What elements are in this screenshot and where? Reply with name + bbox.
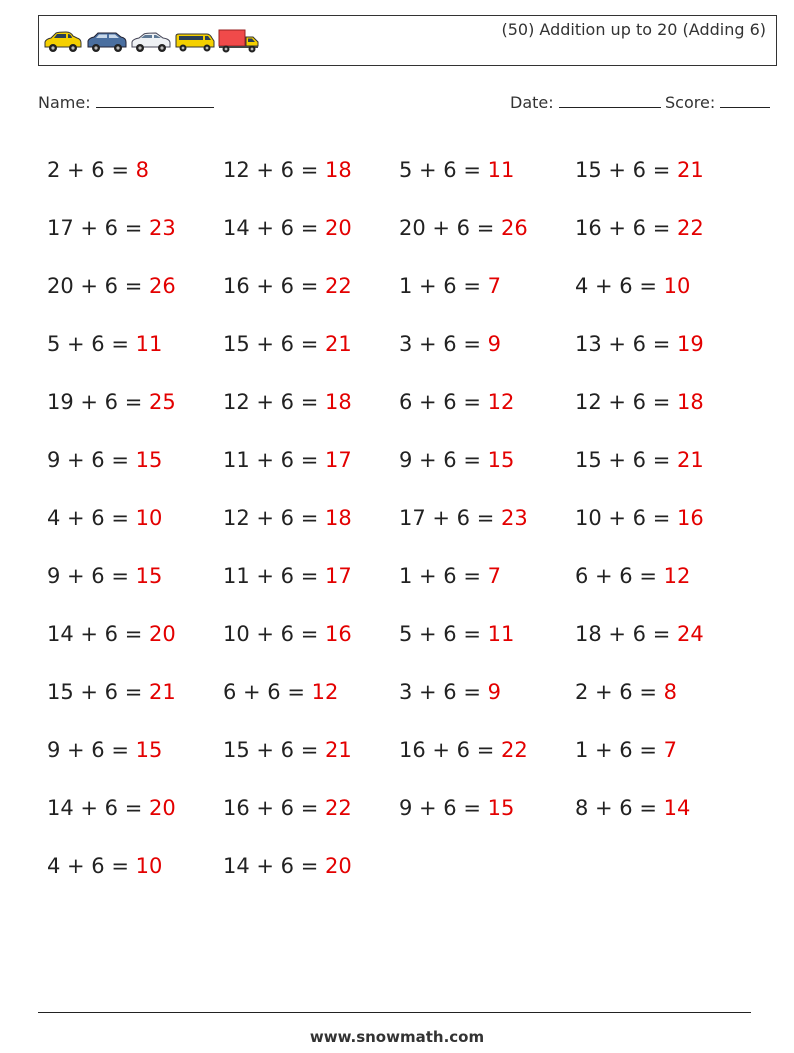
problem-item bbox=[223, 680, 399, 704]
problem-question: 11 + 6 = bbox=[223, 564, 325, 588]
problem-answer: 8 bbox=[663, 680, 677, 704]
problem-question: 6 + 6 = bbox=[399, 390, 488, 414]
problem-item bbox=[575, 448, 751, 472]
problem-item bbox=[223, 332, 399, 356]
problem-item bbox=[47, 390, 223, 414]
problem-item bbox=[47, 738, 223, 762]
problem-question: 15 + 6 = bbox=[223, 738, 325, 762]
problem-answer: 18 bbox=[324, 158, 352, 182]
problem-question: 3 + 6 = bbox=[399, 332, 488, 356]
problem-question: 14 + 6 = bbox=[223, 854, 325, 878]
problem-answer: 18 bbox=[324, 506, 352, 530]
problem-row bbox=[47, 721, 767, 779]
problem-answer: 15 bbox=[135, 448, 163, 472]
problem-item bbox=[47, 332, 223, 356]
problem-item bbox=[575, 506, 751, 530]
problem-item bbox=[47, 506, 223, 530]
score-field bbox=[665, 93, 770, 112]
problem-question: 20 + 6 = bbox=[399, 216, 501, 240]
problem-answer: 7 bbox=[487, 274, 501, 298]
problem-item bbox=[575, 564, 751, 588]
problem-item bbox=[399, 680, 575, 704]
problem-answer: 15 bbox=[487, 448, 515, 472]
problem-answer: 10 bbox=[663, 274, 691, 298]
problem-question: 12 + 6 = bbox=[575, 390, 677, 414]
problem-answer: 18 bbox=[676, 390, 704, 414]
problem-answer: 17 bbox=[324, 564, 352, 588]
problem-answer: 21 bbox=[676, 448, 704, 472]
problem-item bbox=[399, 796, 575, 820]
red-truck-icon bbox=[218, 28, 260, 54]
problem-question: 17 + 6 = bbox=[399, 506, 501, 530]
problem-question: 11 + 6 = bbox=[223, 448, 325, 472]
problem-row bbox=[47, 373, 767, 431]
problem-item bbox=[575, 274, 751, 298]
problem-question: 8 + 6 = bbox=[575, 796, 664, 820]
problem-row bbox=[47, 257, 767, 315]
problem-question: 2 + 6 = bbox=[575, 680, 664, 704]
problem-question: 16 + 6 = bbox=[575, 216, 677, 240]
problem-question: 9 + 6 = bbox=[399, 796, 488, 820]
problem-answer: 20 bbox=[148, 622, 176, 646]
problem-item bbox=[575, 796, 751, 820]
date-label: Date: bbox=[510, 93, 554, 112]
problem-question: 6 + 6 = bbox=[575, 564, 664, 588]
problem-answer: 24 bbox=[676, 622, 704, 646]
problem-question: 16 + 6 = bbox=[399, 738, 501, 762]
problem-answer: 7 bbox=[487, 564, 501, 588]
problem-answer: 22 bbox=[676, 216, 704, 240]
problem-item bbox=[47, 158, 223, 182]
problem-answer: 8 bbox=[135, 158, 149, 182]
problem-item bbox=[399, 622, 575, 646]
problem-question: 19 + 6 = bbox=[47, 390, 149, 414]
date-field bbox=[510, 93, 661, 112]
footer-divider bbox=[38, 1012, 751, 1013]
problem-row bbox=[47, 431, 767, 489]
problem-item bbox=[223, 216, 399, 240]
problem-item bbox=[47, 796, 223, 820]
date-blank[interactable] bbox=[559, 93, 661, 108]
problem-answer: 11 bbox=[487, 158, 515, 182]
problem-question: 15 + 6 = bbox=[575, 158, 677, 182]
problem-answer: 14 bbox=[663, 796, 691, 820]
problem-answer: 22 bbox=[500, 738, 528, 762]
problem-question: 18 + 6 = bbox=[575, 622, 677, 646]
problem-item bbox=[223, 506, 399, 530]
problem-answer: 9 bbox=[487, 680, 501, 704]
problem-question: 10 + 6 = bbox=[223, 622, 325, 646]
problem-question: 20 + 6 = bbox=[47, 274, 149, 298]
problem-item bbox=[399, 158, 575, 182]
problem-question: 1 + 6 = bbox=[399, 564, 488, 588]
score-blank[interactable] bbox=[720, 93, 770, 108]
problem-answer: 20 bbox=[324, 216, 352, 240]
problem-item bbox=[223, 448, 399, 472]
problem-answer: 20 bbox=[324, 854, 352, 878]
problem-question: 16 + 6 = bbox=[223, 796, 325, 820]
problem-answer: 10 bbox=[135, 506, 163, 530]
problem-answer: 21 bbox=[324, 738, 352, 762]
problem-item bbox=[399, 448, 575, 472]
problem-row bbox=[47, 605, 767, 663]
problem-question: 5 + 6 = bbox=[399, 158, 488, 182]
problem-question: 9 + 6 = bbox=[47, 564, 136, 588]
white-car-icon bbox=[130, 28, 172, 54]
problem-question: 15 + 6 = bbox=[575, 448, 677, 472]
problem-row bbox=[47, 489, 767, 547]
problem-question: 13 + 6 = bbox=[575, 332, 677, 356]
problem-grid bbox=[47, 141, 767, 895]
problem-answer: 18 bbox=[324, 390, 352, 414]
problem-item bbox=[223, 854, 399, 878]
problem-item bbox=[47, 448, 223, 472]
problem-answer: 22 bbox=[324, 274, 352, 298]
problem-answer: 12 bbox=[311, 680, 339, 704]
problem-question: 10 + 6 = bbox=[575, 506, 677, 530]
problem-item bbox=[399, 390, 575, 414]
problem-item bbox=[223, 622, 399, 646]
problem-item bbox=[223, 738, 399, 762]
name-blank[interactable] bbox=[96, 93, 214, 108]
yellow-van-icon bbox=[174, 28, 216, 54]
problem-answer: 10 bbox=[135, 854, 163, 878]
problem-item bbox=[399, 738, 575, 762]
score-label: Score: bbox=[665, 93, 716, 112]
problem-row bbox=[47, 547, 767, 605]
problem-answer: 25 bbox=[148, 390, 176, 414]
problem-question: 9 + 6 = bbox=[399, 448, 488, 472]
problem-question: 14 + 6 = bbox=[47, 622, 149, 646]
problem-item bbox=[223, 564, 399, 588]
problem-answer: 11 bbox=[487, 622, 515, 646]
problem-question: 4 + 6 = bbox=[47, 506, 136, 530]
header-box bbox=[38, 15, 777, 66]
problem-answer: 26 bbox=[500, 216, 528, 240]
problem-item bbox=[575, 158, 751, 182]
vehicle-strip bbox=[42, 28, 260, 54]
problem-answer: 16 bbox=[676, 506, 704, 530]
problem-item bbox=[399, 216, 575, 240]
problem-question: 12 + 6 = bbox=[223, 158, 325, 182]
yellow-car-icon bbox=[42, 28, 84, 54]
problem-item bbox=[47, 680, 223, 704]
worksheet-title: (50) Addition up to 20 (Adding 6) bbox=[501, 20, 766, 39]
footer-url: www.snowmath.com bbox=[309, 1028, 485, 1046]
problem-row bbox=[47, 199, 767, 257]
problem-item bbox=[575, 622, 751, 646]
problem-question: 12 + 6 = bbox=[223, 390, 325, 414]
problem-question: 6 + 6 = bbox=[223, 680, 312, 704]
problem-question: 9 + 6 = bbox=[47, 448, 136, 472]
problem-answer: 9 bbox=[487, 332, 501, 356]
problem-item bbox=[575, 216, 751, 240]
problem-answer: 23 bbox=[500, 506, 528, 530]
problem-question: 15 + 6 = bbox=[223, 332, 325, 356]
problem-row bbox=[47, 779, 767, 837]
problem-question: 5 + 6 = bbox=[399, 622, 488, 646]
blue-car-icon bbox=[86, 28, 128, 54]
problem-answer: 15 bbox=[135, 738, 163, 762]
problem-answer: 15 bbox=[135, 564, 163, 588]
problem-question: 14 + 6 = bbox=[47, 796, 149, 820]
problem-item bbox=[575, 680, 751, 704]
problem-item bbox=[47, 854, 223, 878]
problem-question: 1 + 6 = bbox=[575, 738, 664, 762]
problem-answer: 19 bbox=[676, 332, 704, 356]
problem-item bbox=[223, 796, 399, 820]
problem-item bbox=[399, 506, 575, 530]
problem-answer: 12 bbox=[487, 390, 515, 414]
problem-question: 9 + 6 = bbox=[47, 738, 136, 762]
name-field bbox=[38, 93, 214, 112]
problem-answer: 26 bbox=[148, 274, 176, 298]
problem-question: 16 + 6 = bbox=[223, 274, 325, 298]
problem-answer: 21 bbox=[148, 680, 176, 704]
problem-item bbox=[223, 158, 399, 182]
problem-item bbox=[575, 390, 751, 414]
problem-item bbox=[47, 274, 223, 298]
problem-row bbox=[47, 837, 767, 895]
problem-question: 12 + 6 = bbox=[223, 506, 325, 530]
problem-item bbox=[399, 564, 575, 588]
problem-question: 3 + 6 = bbox=[399, 680, 488, 704]
problem-answer: 12 bbox=[663, 564, 691, 588]
problem-question: 4 + 6 = bbox=[47, 854, 136, 878]
problem-item bbox=[399, 274, 575, 298]
problem-answer: 16 bbox=[324, 622, 352, 646]
problem-question: 2 + 6 = bbox=[47, 158, 136, 182]
problem-row bbox=[47, 663, 767, 721]
problem-row bbox=[47, 141, 767, 199]
problem-item bbox=[575, 332, 751, 356]
problem-answer: 21 bbox=[324, 332, 352, 356]
problem-question: 4 + 6 = bbox=[575, 274, 664, 298]
problem-answer: 17 bbox=[324, 448, 352, 472]
problem-answer: 23 bbox=[148, 216, 176, 240]
problem-answer: 20 bbox=[148, 796, 176, 820]
name-label: Name: bbox=[38, 93, 91, 112]
problem-answer: 7 bbox=[663, 738, 677, 762]
problem-question: 1 + 6 = bbox=[399, 274, 488, 298]
problem-answer: 22 bbox=[324, 796, 352, 820]
problem-answer: 11 bbox=[135, 332, 163, 356]
problem-item bbox=[47, 216, 223, 240]
problem-question: 5 + 6 = bbox=[47, 332, 136, 356]
problem-answer: 15 bbox=[487, 796, 515, 820]
problem-row bbox=[47, 315, 767, 373]
problem-question: 17 + 6 = bbox=[47, 216, 149, 240]
problem-answer: 21 bbox=[676, 158, 704, 182]
problem-item bbox=[223, 274, 399, 298]
problem-item bbox=[575, 738, 751, 762]
problem-question: 14 + 6 = bbox=[223, 216, 325, 240]
problem-item bbox=[47, 564, 223, 588]
problem-item bbox=[399, 332, 575, 356]
problem-question: 15 + 6 = bbox=[47, 680, 149, 704]
problem-item bbox=[223, 390, 399, 414]
problem-item bbox=[47, 622, 223, 646]
